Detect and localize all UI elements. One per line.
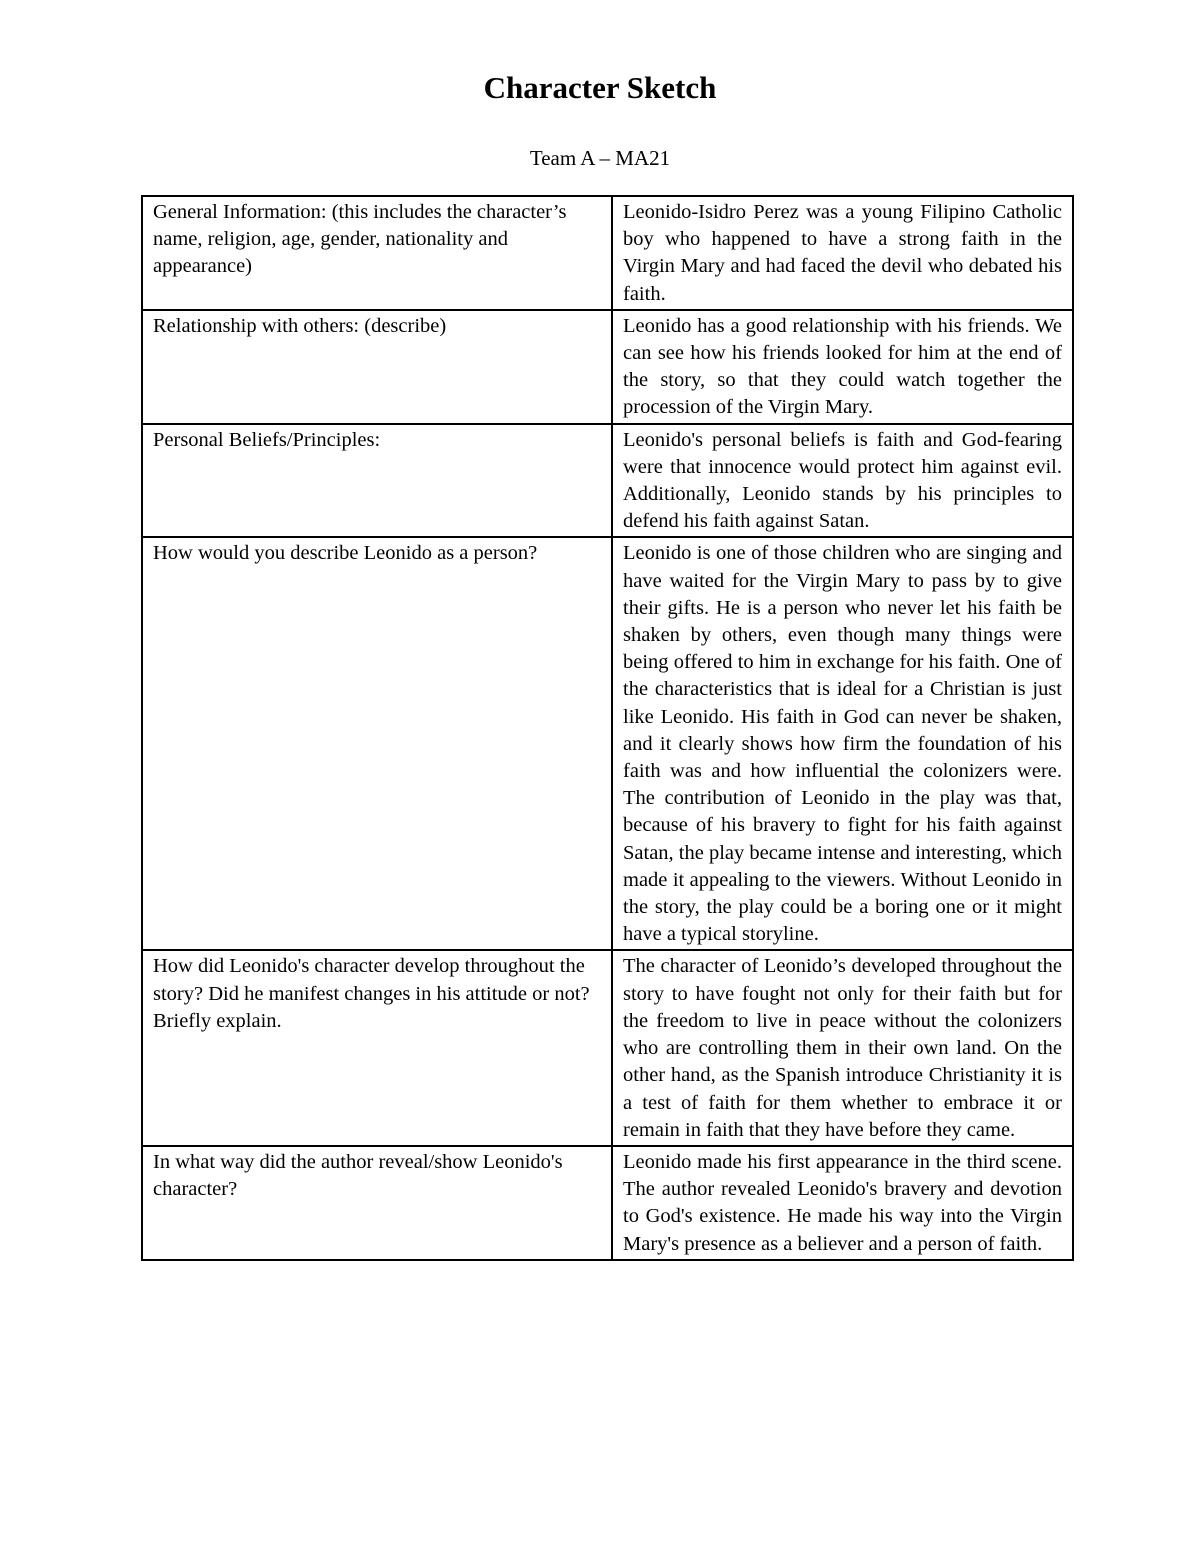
table-row [142, 310, 1073, 424]
row-question-general-information: General Information: (this includes the character’s name, religion, age, gender, nationality and appearance) [142, 196, 612, 310]
row-answer-beliefs: Leonido's personal beliefs is faith and God-fearing were that innocence would protect him against evil. Additionally, Leonido stands by his principles to defend his faith against Satan. [612, 424, 1073, 538]
row-answer-character-development: The character of Leonido’s developed throughout the story to have fought not only for their faith but for the freedom to live in peace without the colonizers who are controlling them in their own land. On the other hand, as the Spanish introduce Christianity it is a test of faith for them whether to embrace it or remain in faith that they have before they came. [612, 950, 1073, 1145]
row-answer-general-information: Leonido-Isidro Perez was a young Filipino Catholic boy who happened to have a strong faith in the Virgin Mary and had faced the devil who debated his faith. [612, 196, 1073, 310]
team-subtitle: Team A – MA21 [529, 146, 671, 170]
table-row [142, 1146, 1073, 1260]
table-row [142, 950, 1073, 1145]
page-title: Character Sketch [483, 70, 717, 105]
character-sketch-table [141, 195, 1074, 1261]
table-row [142, 537, 1073, 950]
table-row [142, 196, 1073, 310]
row-answer-describe-person: Leonido is one of those children who are singing and have waited for the Virgin Mary to pass by to give their gifts. He is a person who never let his faith be shaken by others, even though many things were being offered to him in exchange for his faith. One of the characteristics that is ideal for a Christian is just like Leonido. His faith in God can never be shaken, and it clearly shows how firm the foundation of his faith was and how influential the colonizers were. The contribution of Leonido in the play was that, because of his bravery to fight for his faith against Satan, the play became intense and interesting, which made it appealing to the viewers. Without Leonido in the story, the play could be a boring one or it might have a typical storyline. [612, 537, 1073, 950]
row-question-relationship: Relationship with others: (describe) [142, 310, 612, 424]
row-question-beliefs: Personal Beliefs/Principles: [142, 424, 612, 538]
row-question-describe-person: How would you describe Leonido as a person? [142, 537, 612, 950]
row-question-author-reveal: In what way did the author reveal/show Leonido's character? [142, 1146, 612, 1260]
row-question-character-development: How did Leonido's character develop throughout the story? Did he manifest changes in his attitude or not? Briefly explain. [142, 950, 612, 1145]
table-row [142, 424, 1073, 538]
row-answer-relationship: Leonido has a good relationship with his friends. We can see how his friends looked for him at the end of the story, so that they could watch together the procession of the Virgin Mary. [612, 310, 1073, 424]
row-answer-author-reveal: Leonido made his first appearance in the third scene. The author revealed Leonido's bravery and devotion to God's existence. He made his way into the Virgin Mary's presence as a believer and a person of faith. [612, 1146, 1073, 1260]
